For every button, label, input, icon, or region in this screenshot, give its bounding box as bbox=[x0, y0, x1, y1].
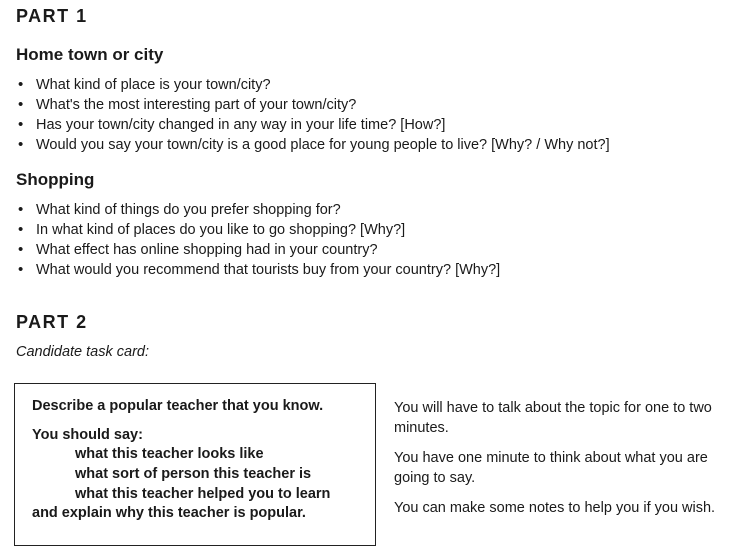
hometown-question-list bbox=[16, 75, 610, 155]
card-label: Candidate task card: bbox=[16, 344, 149, 360]
list-item: • What would you recommend that tourists buy from your country? [Why?] bbox=[16, 260, 500, 280]
part1-title: PART 1 bbox=[16, 6, 88, 26]
instruction-text: You have one minute to think about what you are going to say. bbox=[394, 450, 708, 486]
task-point: what sort of person this teacher is bbox=[75, 466, 312, 482]
part2-title: PART 2 bbox=[16, 312, 88, 332]
list-item: • What kind of place is your town/city? bbox=[16, 75, 610, 95]
task-point: what this teacher helped you to learn bbox=[75, 486, 331, 502]
instruction-text: You can make some notes to help you if you wish. bbox=[394, 500, 716, 516]
list-item: • What kind of things do you prefer shopping for? bbox=[16, 200, 500, 220]
list-item: • What effect has online shopping had in your country? bbox=[16, 240, 500, 260]
instruction-text: You will have to talk about the topic for one to two minutes. bbox=[394, 400, 712, 436]
list-item: • What's the most interesting part of your town/city? bbox=[16, 95, 610, 115]
task-card bbox=[14, 383, 376, 546]
task-topic: Describe a popular teacher that you know. bbox=[32, 398, 324, 414]
task-prompt: You should say: bbox=[32, 427, 143, 443]
shopping-question-list bbox=[16, 200, 500, 280]
list-item: • Has your town/city changed in any way in your life time? [How?] bbox=[16, 115, 610, 135]
task-closing: and explain why this teacher is popular. bbox=[32, 505, 306, 521]
instructions bbox=[394, 398, 724, 528]
section-title-hometown: Home town or city bbox=[16, 45, 164, 64]
section-title-shopping: Shopping bbox=[16, 170, 95, 189]
task-point: what this teacher looks like bbox=[75, 446, 264, 462]
list-item: • Would you say your town/city is a good place for young people to live? [Why? / Why not?] bbox=[16, 135, 610, 155]
list-item: • In what kind of places do you like to go shopping? [Why?] bbox=[16, 220, 500, 240]
